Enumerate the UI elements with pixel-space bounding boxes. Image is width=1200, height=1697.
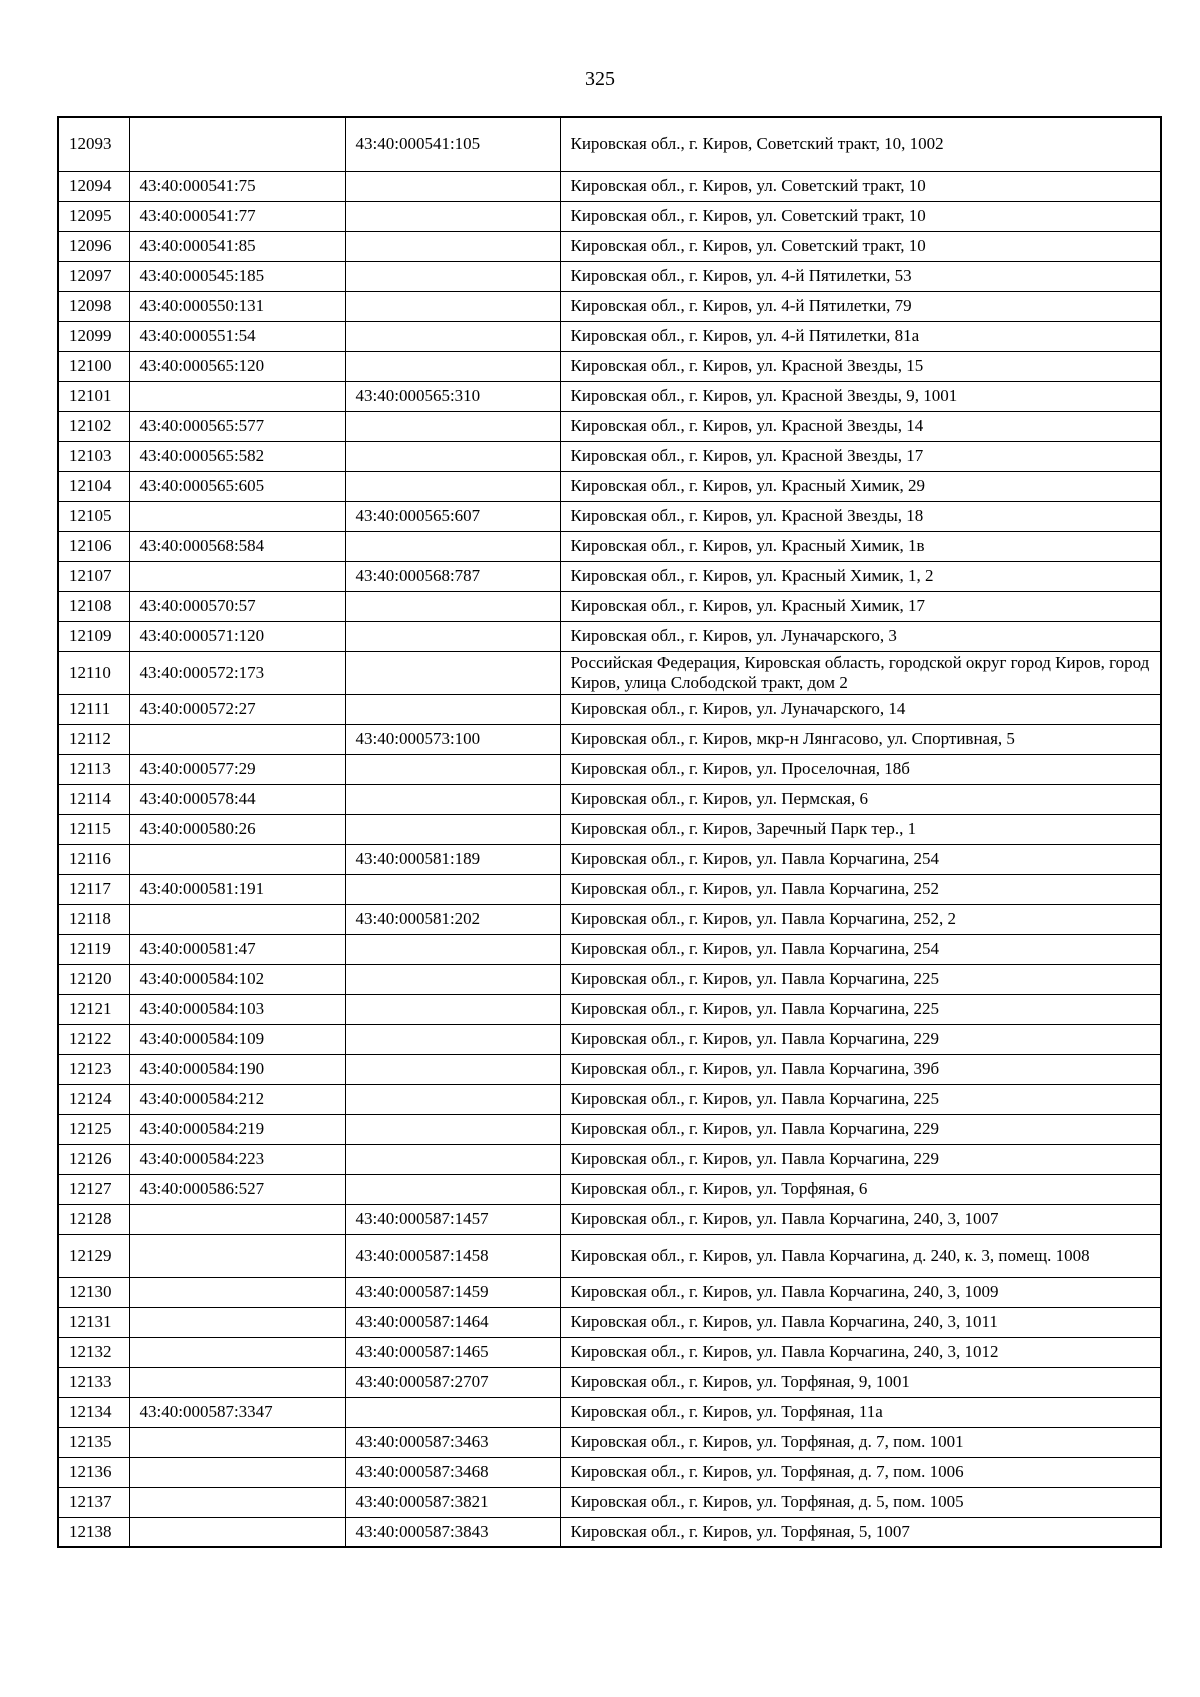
row-number-cell: 12135: [58, 1427, 129, 1457]
object-cadastral-number-cell: 43:40:000587:1465: [345, 1337, 560, 1367]
land-cadastral-number-cell: [129, 561, 345, 591]
address-cell: Кировская обл., г. Киров, ул. Советский тракт, 10: [560, 231, 1161, 261]
address-cell: Российская Федерация, Кировская область, городской округ город Киров, город Киров, улица Слободской тракт, дом 2: [560, 651, 1161, 694]
table-row: [58, 561, 1161, 591]
object-cadastral-number-cell: [345, 1054, 560, 1084]
object-cadastral-number-cell: [345, 1174, 560, 1204]
address-cell: Кировская обл., г. Киров, ул. Павла Корчагина, 252, 2: [560, 904, 1161, 934]
table-row: [58, 994, 1161, 1024]
land-cadastral-number-cell: 43:40:000584:219: [129, 1114, 345, 1144]
object-cadastral-number-cell: [345, 441, 560, 471]
land-cadastral-number-cell: 43:40:000581:47: [129, 934, 345, 964]
land-cadastral-number-cell: 43:40:000578:44: [129, 784, 345, 814]
table-row: [58, 117, 1161, 171]
address-cell: Кировская обл., г. Киров, ул. Павла Корчагина, 225: [560, 1084, 1161, 1114]
table-row: [58, 231, 1161, 261]
address-cell: Кировская обл., г. Киров, ул. Красной Звезды, 15: [560, 351, 1161, 381]
table-row: [58, 471, 1161, 501]
row-number-cell: 12093: [58, 117, 129, 171]
land-cadastral-number-cell: 43:40:000587:3347: [129, 1397, 345, 1427]
row-number-cell: 12132: [58, 1337, 129, 1367]
row-number-cell: 12115: [58, 814, 129, 844]
table-row: [58, 1457, 1161, 1487]
address-cell: Кировская обл., г. Киров, ул. Павла Корчагина, 229: [560, 1024, 1161, 1054]
row-number-cell: 12096: [58, 231, 129, 261]
table-row: [58, 724, 1161, 754]
table-row: [58, 1234, 1161, 1277]
land-cadastral-number-cell: [129, 117, 345, 171]
row-number-cell: 12136: [58, 1457, 129, 1487]
object-cadastral-number-cell: [345, 411, 560, 441]
row-number-cell: 12105: [58, 501, 129, 531]
address-cell: Кировская обл., г. Киров, ул. Красной Звезды, 14: [560, 411, 1161, 441]
object-cadastral-number-cell: [345, 1144, 560, 1174]
land-cadastral-number-cell: [129, 1457, 345, 1487]
row-number-cell: 12112: [58, 724, 129, 754]
land-cadastral-number-cell: 43:40:000565:577: [129, 411, 345, 441]
land-cadastral-number-cell: [129, 1234, 345, 1277]
address-cell: Кировская обл., г. Киров, Советский тракт, 10, 1002: [560, 117, 1161, 171]
address-cell: Кировская обл., г. Киров, ул. Торфяная, 5, 1007: [560, 1517, 1161, 1547]
address-cell: Кировская обл., г. Киров, ул. Павла Корчагина, д. 240, к. 3, помещ. 1008: [560, 1234, 1161, 1277]
address-cell: Кировская обл., г. Киров, ул. Красный Химик, 1в: [560, 531, 1161, 561]
table-row: [58, 754, 1161, 784]
object-cadastral-number-cell: 43:40:000587:3821: [345, 1487, 560, 1517]
land-cadastral-number-cell: 43:40:000568:584: [129, 531, 345, 561]
land-cadastral-number-cell: [129, 1427, 345, 1457]
row-number-cell: 12138: [58, 1517, 129, 1547]
land-cadastral-number-cell: 43:40:000565:582: [129, 441, 345, 471]
address-cell: Кировская обл., г. Киров, Заречный Парк тер., 1: [560, 814, 1161, 844]
land-cadastral-number-cell: 43:40:000584:103: [129, 994, 345, 1024]
object-cadastral-number-cell: [345, 1114, 560, 1144]
table-row: [58, 381, 1161, 411]
table-row: [58, 501, 1161, 531]
row-number-cell: 12109: [58, 621, 129, 651]
table-row: [58, 904, 1161, 934]
row-number-cell: 12113: [58, 754, 129, 784]
address-cell: Кировская обл., г. Киров, ул. Торфяная, 6: [560, 1174, 1161, 1204]
row-number-cell: 12122: [58, 1024, 129, 1054]
object-cadastral-number-cell: [345, 621, 560, 651]
table-row: [58, 1024, 1161, 1054]
row-number-cell: 12108: [58, 591, 129, 621]
object-cadastral-number-cell: 43:40:000587:3463: [345, 1427, 560, 1457]
address-cell: Кировская обл., г. Киров, ул. Красный Химик, 29: [560, 471, 1161, 501]
table-row: [58, 784, 1161, 814]
address-cell: Кировская обл., г. Киров, ул. Павла Корчагина, 240, 3, 1009: [560, 1277, 1161, 1307]
table-row: [58, 531, 1161, 561]
address-cell: Кировская обл., г. Киров, ул. Павла Корчагина, 240, 3, 1011: [560, 1307, 1161, 1337]
row-number-cell: 12110: [58, 651, 129, 694]
land-cadastral-number-cell: [129, 1517, 345, 1547]
row-number-cell: 12097: [58, 261, 129, 291]
table-row: [58, 1487, 1161, 1517]
row-number-cell: 12120: [58, 964, 129, 994]
row-number-cell: 12134: [58, 1397, 129, 1427]
object-cadastral-number-cell: 43:40:000587:1459: [345, 1277, 560, 1307]
land-cadastral-number-cell: 43:40:000545:185: [129, 261, 345, 291]
row-number-cell: 12126: [58, 1144, 129, 1174]
address-cell: Кировская обл., г. Киров, ул. Павла Корчагина, 240, 3, 1012: [560, 1337, 1161, 1367]
object-cadastral-number-cell: [345, 994, 560, 1024]
table-row: [58, 291, 1161, 321]
object-cadastral-number-cell: [345, 471, 560, 501]
object-cadastral-number-cell: [345, 261, 560, 291]
object-cadastral-number-cell: [345, 591, 560, 621]
object-cadastral-number-cell: [345, 531, 560, 561]
address-cell: Кировская обл., г. Киров, ул. Торфяная, 11а: [560, 1397, 1161, 1427]
row-number-cell: 12124: [58, 1084, 129, 1114]
row-number-cell: 12111: [58, 694, 129, 724]
land-cadastral-number-cell: [129, 1204, 345, 1234]
object-cadastral-number-cell: 43:40:000587:3843: [345, 1517, 560, 1547]
object-cadastral-number-cell: 43:40:000568:787: [345, 561, 560, 591]
table-row: [58, 1084, 1161, 1114]
land-cadastral-number-cell: [129, 1487, 345, 1517]
table-row: [58, 1204, 1161, 1234]
table-row: [58, 1054, 1161, 1084]
object-cadastral-number-cell: [345, 784, 560, 814]
land-cadastral-number-cell: 43:40:000570:57: [129, 591, 345, 621]
address-cell: Кировская обл., г. Киров, ул. 4-й Пятилетки, 81а: [560, 321, 1161, 351]
table-row: [58, 964, 1161, 994]
land-cadastral-number-cell: [129, 1307, 345, 1337]
table-row: [58, 934, 1161, 964]
land-cadastral-number-cell: [129, 1367, 345, 1397]
object-cadastral-number-cell: 43:40:000587:1464: [345, 1307, 560, 1337]
object-cadastral-number-cell: [345, 874, 560, 904]
table-row: [58, 1427, 1161, 1457]
object-cadastral-number-cell: 43:40:000587:1457: [345, 1204, 560, 1234]
table-row: [58, 694, 1161, 724]
table-row: [58, 261, 1161, 291]
land-cadastral-number-cell: 43:40:000572:27: [129, 694, 345, 724]
address-cell: Кировская обл., г. Киров, ул. Павла Корчагина, 252: [560, 874, 1161, 904]
table-row: [58, 411, 1161, 441]
object-cadastral-number-cell: [345, 351, 560, 381]
table-row: [58, 351, 1161, 381]
row-number-cell: 12094: [58, 171, 129, 201]
address-cell: Кировская обл., г. Киров, ул. Советский тракт, 10: [560, 171, 1161, 201]
land-cadastral-number-cell: [129, 1337, 345, 1367]
object-cadastral-number-cell: [345, 651, 560, 694]
address-cell: Кировская обл., г. Киров, ул. Красный Химик, 17: [560, 591, 1161, 621]
table-row: [58, 844, 1161, 874]
address-cell: Кировская обл., г. Киров, ул. Торфяная, д. 7, пом. 1006: [560, 1457, 1161, 1487]
row-number-cell: 12099: [58, 321, 129, 351]
row-number-cell: 12129: [58, 1234, 129, 1277]
table-row: [58, 1144, 1161, 1174]
object-cadastral-number-cell: [345, 231, 560, 261]
land-cadastral-number-cell: [129, 844, 345, 874]
object-cadastral-number-cell: [345, 814, 560, 844]
object-cadastral-number-cell: 43:40:000581:202: [345, 904, 560, 934]
object-cadastral-number-cell: [345, 754, 560, 784]
row-number-cell: 12106: [58, 531, 129, 561]
table-row: [58, 441, 1161, 471]
row-number-cell: 12095: [58, 201, 129, 231]
row-number-cell: 12133: [58, 1367, 129, 1397]
table-row: [58, 201, 1161, 231]
address-cell: Кировская обл., г. Киров, ул. Павла Корчагина, 229: [560, 1144, 1161, 1174]
land-cadastral-number-cell: 43:40:000586:527: [129, 1174, 345, 1204]
table-row: [58, 874, 1161, 904]
object-cadastral-number-cell: 43:40:000587:2707: [345, 1367, 560, 1397]
table-row: [58, 1337, 1161, 1367]
address-cell: Кировская обл., г. Киров, ул. Торфяная, 9, 1001: [560, 1367, 1161, 1397]
address-cell: Кировская обл., г. Киров, мкр-н Лянгасово, ул. Спортивная, 5: [560, 724, 1161, 754]
property-register-table: [57, 116, 1162, 1548]
address-cell: Кировская обл., г. Киров, ул. Красной Звезды, 9, 1001: [560, 381, 1161, 411]
land-cadastral-number-cell: 43:40:000584:223: [129, 1144, 345, 1174]
address-cell: Кировская обл., г. Киров, ул. Павла Корчагина, 39б: [560, 1054, 1161, 1084]
land-cadastral-number-cell: 43:40:000541:85: [129, 231, 345, 261]
object-cadastral-number-cell: 43:40:000565:310: [345, 381, 560, 411]
address-cell: Кировская обл., г. Киров, ул. Советский тракт, 10: [560, 201, 1161, 231]
address-cell: Кировская обл., г. Киров, ул. Павла Корчагина, 225: [560, 994, 1161, 1024]
address-cell: Кировская обл., г. Киров, ул. Павла Корчагина, 254: [560, 844, 1161, 874]
object-cadastral-number-cell: [345, 1084, 560, 1114]
object-cadastral-number-cell: [345, 321, 560, 351]
address-cell: Кировская обл., г. Киров, ул. Луначарского, 3: [560, 621, 1161, 651]
row-number-cell: 12118: [58, 904, 129, 934]
address-cell: Кировская обл., г. Киров, ул. Красной Звезды, 18: [560, 501, 1161, 531]
row-number-cell: 12116: [58, 844, 129, 874]
table-row: [58, 171, 1161, 201]
row-number-cell: 12119: [58, 934, 129, 964]
table-row: [58, 1114, 1161, 1144]
object-cadastral-number-cell: 43:40:000565:607: [345, 501, 560, 531]
object-cadastral-number-cell: 43:40:000541:105: [345, 117, 560, 171]
row-number-cell: 12117: [58, 874, 129, 904]
object-cadastral-number-cell: [345, 291, 560, 321]
row-number-cell: 12131: [58, 1307, 129, 1337]
table-row: [58, 321, 1161, 351]
row-number-cell: 12128: [58, 1204, 129, 1234]
object-cadastral-number-cell: 43:40:000587:1458: [345, 1234, 560, 1277]
address-cell: Кировская обл., г. Киров, ул. Павла Корчагина, 254: [560, 934, 1161, 964]
object-cadastral-number-cell: [345, 694, 560, 724]
land-cadastral-number-cell: [129, 904, 345, 934]
table-row: [58, 1307, 1161, 1337]
address-cell: Кировская обл., г. Киров, ул. 4-й Пятилетки, 79: [560, 291, 1161, 321]
table-row: [58, 1367, 1161, 1397]
address-cell: Кировская обл., г. Киров, ул. Торфяная, д. 5, пом. 1005: [560, 1487, 1161, 1517]
object-cadastral-number-cell: [345, 201, 560, 231]
row-number-cell: 12125: [58, 1114, 129, 1144]
table-row: [58, 651, 1161, 694]
row-number-cell: 12101: [58, 381, 129, 411]
row-number-cell: 12103: [58, 441, 129, 471]
row-number-cell: 12121: [58, 994, 129, 1024]
address-cell: Кировская обл., г. Киров, ул. Проселочная, 18б: [560, 754, 1161, 784]
land-cadastral-number-cell: 43:40:000551:54: [129, 321, 345, 351]
object-cadastral-number-cell: 43:40:000587:3468: [345, 1457, 560, 1487]
land-cadastral-number-cell: 43:40:000572:173: [129, 651, 345, 694]
row-number-cell: 12098: [58, 291, 129, 321]
table-row: [58, 621, 1161, 651]
table-row: [58, 1277, 1161, 1307]
address-cell: Кировская обл., г. Киров, ул. Торфяная, д. 7, пом. 1001: [560, 1427, 1161, 1457]
table-body: [58, 117, 1161, 1547]
land-cadastral-number-cell: 43:40:000577:29: [129, 754, 345, 784]
address-cell: Кировская обл., г. Киров, ул. Пермская, 6: [560, 784, 1161, 814]
object-cadastral-number-cell: [345, 934, 560, 964]
object-cadastral-number-cell: 43:40:000573:100: [345, 724, 560, 754]
address-cell: Кировская обл., г. Киров, ул. Луначарского, 14: [560, 694, 1161, 724]
row-number-cell: 12104: [58, 471, 129, 501]
land-cadastral-number-cell: [129, 501, 345, 531]
land-cadastral-number-cell: 43:40:000550:131: [129, 291, 345, 321]
land-cadastral-number-cell: 43:40:000571:120: [129, 621, 345, 651]
table-row: [58, 591, 1161, 621]
address-cell: Кировская обл., г. Киров, ул. Павла Корчагина, 225: [560, 964, 1161, 994]
object-cadastral-number-cell: [345, 1024, 560, 1054]
land-cadastral-number-cell: 43:40:000584:109: [129, 1024, 345, 1054]
object-cadastral-number-cell: [345, 171, 560, 201]
land-cadastral-number-cell: 43:40:000565:120: [129, 351, 345, 381]
address-cell: Кировская обл., г. Киров, ул. Красный Химик, 1, 2: [560, 561, 1161, 591]
table-row: [58, 1397, 1161, 1427]
land-cadastral-number-cell: 43:40:000584:190: [129, 1054, 345, 1084]
address-cell: Кировская обл., г. Киров, ул. Красной Звезды, 17: [560, 441, 1161, 471]
row-number-cell: 12123: [58, 1054, 129, 1084]
row-number-cell: 12114: [58, 784, 129, 814]
address-cell: Кировская обл., г. Киров, ул. 4-й Пятилетки, 53: [560, 261, 1161, 291]
page-number: 325: [585, 68, 615, 90]
row-number-cell: 12100: [58, 351, 129, 381]
address-cell: Кировская обл., г. Киров, ул. Павла Корчагина, 240, 3, 1007: [560, 1204, 1161, 1234]
land-cadastral-number-cell: [129, 381, 345, 411]
object-cadastral-number-cell: [345, 964, 560, 994]
land-cadastral-number-cell: 43:40:000584:212: [129, 1084, 345, 1114]
row-number-cell: 12130: [58, 1277, 129, 1307]
land-cadastral-number-cell: 43:40:000565:605: [129, 471, 345, 501]
land-cadastral-number-cell: 43:40:000541:77: [129, 201, 345, 231]
land-cadastral-number-cell: 43:40:000584:102: [129, 964, 345, 994]
land-cadastral-number-cell: [129, 1277, 345, 1307]
row-number-cell: 12107: [58, 561, 129, 591]
address-cell: Кировская обл., г. Киров, ул. Павла Корчагина, 229: [560, 1114, 1161, 1144]
table-row: [58, 814, 1161, 844]
land-cadastral-number-cell: 43:40:000541:75: [129, 171, 345, 201]
row-number-cell: 12127: [58, 1174, 129, 1204]
land-cadastral-number-cell: 43:40:000581:191: [129, 874, 345, 904]
row-number-cell: 12137: [58, 1487, 129, 1517]
land-cadastral-number-cell: [129, 724, 345, 754]
row-number-cell: 12102: [58, 411, 129, 441]
land-cadastral-number-cell: 43:40:000580:26: [129, 814, 345, 844]
table-row: [58, 1517, 1161, 1547]
table-row: [58, 1174, 1161, 1204]
object-cadastral-number-cell: [345, 1397, 560, 1427]
object-cadastral-number-cell: 43:40:000581:189: [345, 844, 560, 874]
